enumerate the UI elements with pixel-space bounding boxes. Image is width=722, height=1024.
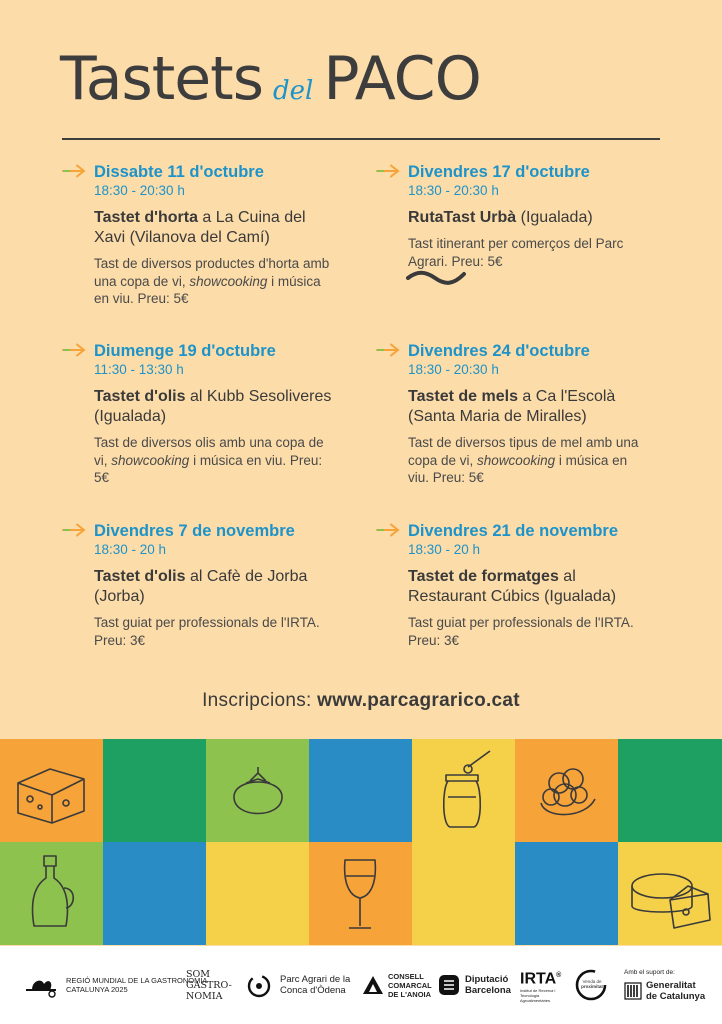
event-time: 18:30 - 20 h: [408, 542, 481, 557]
tile: [206, 739, 309, 842]
event-time: 18:30 - 20:30 h: [94, 183, 185, 198]
event-time: 18:30 - 20 h: [94, 542, 167, 557]
event-name: Tastet de formatges al Restaurant Cúbics (Igualada): [408, 568, 617, 605]
event-description: Tast guiat per professionals de l'IRTA. Preu: 3€: [408, 615, 634, 648]
logo-irta: IRTA® Institut de Recerca i Tecnologia Agroalimentàries: [520, 970, 562, 1003]
tile: [103, 842, 206, 945]
inscriptions-url[interactable]: www.parcagrarico.cat: [317, 690, 520, 711]
logo-diputacio-barcelona: Diputació Barcelona: [438, 946, 511, 1024]
tile: [412, 842, 515, 945]
parc-agrari-icon: [246, 972, 272, 998]
diputacio-icon: [438, 974, 460, 996]
logo-consell-comarcal: CONSELL COMARCAL DE L'ANOIA: [362, 946, 432, 1024]
tile: [412, 739, 515, 842]
event-2: [376, 162, 651, 270]
event-5: [62, 521, 337, 649]
tile: [515, 739, 618, 842]
logo-som-gastronomia: SOM GASTRO- NOMIA: [186, 968, 232, 1002]
event-time: 18:30 - 20:30 h: [408, 183, 499, 198]
inscriptions-line: [0, 690, 722, 712]
tomato-icon: [206, 739, 309, 842]
event-time: 11:30 - 13:30 h: [94, 362, 184, 377]
title-del: del: [272, 76, 314, 106]
event-4: [376, 341, 651, 487]
event-description: Tast guiat per professionals de l'IRTA. Preu: 3€: [94, 615, 320, 648]
food-tile-grid: [0, 739, 722, 946]
event-name: RutaTast Urbà (Igualada): [408, 209, 593, 226]
logo-venda-proximitat: Venda de proximitat: [575, 946, 607, 1024]
title-divider: [62, 138, 660, 140]
tile: [618, 842, 722, 945]
event-date: Divendres 24 d'octubre: [408, 342, 590, 360]
arrow-icon: [376, 164, 402, 178]
squiggle-decoration: [405, 268, 467, 286]
event-date: Divendres 17 d'octubre: [408, 163, 590, 181]
tile: [206, 842, 309, 945]
event-name: Tastet d'olis al Cafè de Jorba (Jorba): [94, 568, 308, 605]
event-name: Tastet d'olis al Kubb Sesoliveres (Igualada): [94, 388, 332, 425]
poster-title: [60, 44, 660, 134]
event-6: [376, 521, 651, 649]
title-tastets: Tastets: [60, 44, 263, 114]
tile: [103, 739, 206, 842]
tile: [515, 842, 618, 945]
event-name: Tastet de mels a Ca l'Escolà (Santa Maria de Miralles): [408, 388, 616, 425]
honey-jar-icon: [412, 739, 515, 842]
generalitat-icon: [624, 982, 642, 1000]
gastronomy-region-icon: [22, 972, 60, 998]
arrow-icon: [62, 164, 88, 178]
tile: [309, 842, 412, 945]
tile: [618, 739, 722, 842]
event-date: Divendres 7 de novembre: [94, 522, 295, 540]
logo-generalitat: Amb el suport de: Generalitat de Catalunya: [624, 969, 706, 1002]
arrow-icon: [376, 523, 402, 537]
event-3: [62, 341, 337, 487]
inscriptions-label: Inscripcions:: [202, 690, 318, 711]
cheese-icon: [618, 842, 721, 945]
olive-oil-bottle-icon: [0, 842, 103, 945]
cheese-wheel-icon: [0, 739, 103, 842]
title-paco: PACO: [323, 44, 481, 114]
sponsor-footer: [0, 946, 722, 1024]
event-name: Tastet d'horta a La Cuina del Xavi (Vilanova del Camí): [94, 209, 306, 246]
event-1: [62, 162, 337, 308]
wine-glass-icon: [309, 842, 412, 945]
tile: [0, 842, 103, 945]
event-date: Divendres 21 de novembre: [408, 522, 619, 540]
event-date: Dissabte 11 d'octubre: [94, 163, 264, 181]
event-description: Tast de diversos tipus de mel amb una copa de vi, showcooking i música en viu. Preu: 5€: [408, 435, 639, 485]
cauliflower-icon: [515, 739, 618, 842]
consell-comarcal-icon: [362, 974, 384, 996]
tile: [0, 739, 103, 842]
event-description: Tast de diversos olis amb una copa de vi, showcooking i música en viu. Preu: 5€: [94, 435, 324, 485]
event-description: Tast de diversos productes d'horta amb una copa de vi, showcooking i música en viu. Preu: 5€: [94, 256, 330, 306]
arrow-icon: [376, 343, 402, 357]
event-description: Tast itinerant per comerços del Parc Agrari. Preu: 5€: [408, 236, 624, 269]
logo-parc-agrari: Parc Agrari de la Conca d'Òdena: [246, 946, 350, 1024]
tile: [309, 739, 412, 842]
logo-regio-gastronomia: REGIÓ MUNDIAL DE LA GASTRONOMIA CATALUNYA 2025: [22, 946, 207, 1024]
event-time: 18:30 - 20:30 h: [408, 362, 499, 377]
event-date: Diumenge 19 d'octubre: [94, 342, 276, 360]
arrow-icon: [62, 523, 88, 537]
arrow-icon: [62, 343, 88, 357]
